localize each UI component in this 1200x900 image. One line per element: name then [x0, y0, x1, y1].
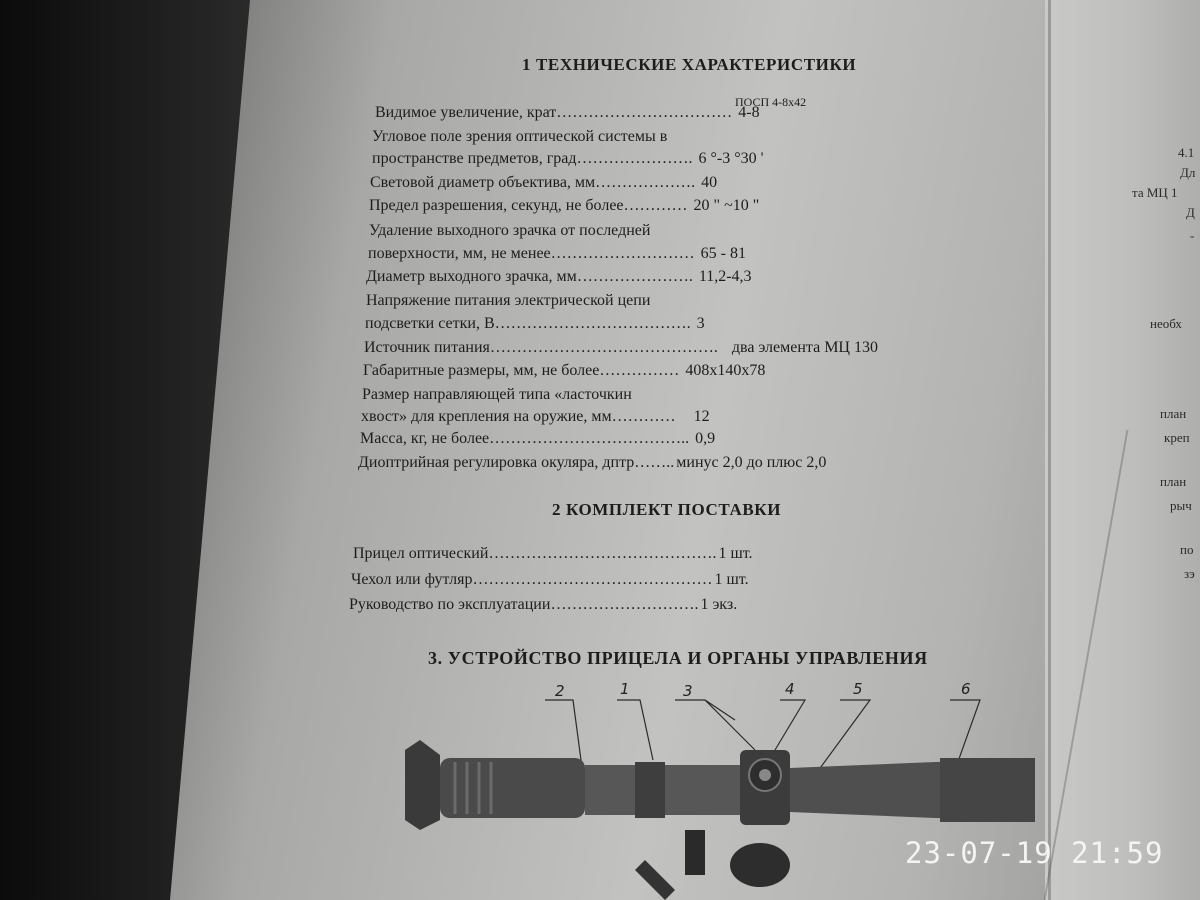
spec-dots: …….. — [634, 454, 675, 471]
mount-bracket — [685, 830, 705, 875]
kit-value: 1 шт. — [714, 571, 749, 588]
kit-row — [351, 571, 749, 589]
spec-label: Габаритные размеры, мм, не более — [363, 362, 600, 379]
right-page-fragment: план — [1160, 406, 1187, 421]
spec-row — [369, 222, 650, 240]
spec-dots: ………… — [623, 197, 688, 214]
spec-row — [364, 339, 878, 357]
spec-label: подсветки сетки, В — [365, 315, 495, 332]
spec-label: Размер направляющей типа «ласточкин — [362, 386, 632, 403]
right-page-fragment: план — [1160, 474, 1187, 489]
right-page-fragment: Дл — [1180, 165, 1196, 180]
spec-label: Предел разрешения, секунд, не более — [369, 197, 624, 214]
section-1-title: 1 ТЕХНИЧЕСКИЕ ХАРАКТЕРИСТИКИ — [522, 55, 857, 74]
objective-bell — [940, 758, 1035, 822]
spec-label: пространстве предметов, град — [372, 150, 577, 167]
spec-dots: ………………………………. — [494, 315, 691, 332]
spec-row — [370, 174, 717, 192]
spec-row — [360, 430, 715, 448]
spec-row — [372, 150, 764, 168]
right-page-fragment: рыч — [1170, 498, 1192, 513]
callout-number: 6 — [961, 680, 971, 698]
spec-row — [366, 292, 650, 310]
spec-label: Напряжение питания электрической цепи — [366, 292, 651, 309]
spec-dots: ……………………………….. — [489, 430, 690, 447]
spec-row — [365, 315, 705, 333]
spec-dots: ………………. — [595, 174, 696, 191]
spec-row — [362, 386, 632, 404]
right-page-fragment: та МЦ 1 — [1132, 185, 1178, 200]
spec-row — [361, 408, 710, 426]
eyepiece-tube — [440, 758, 585, 818]
right-page-fragment: 4.1 — [1178, 145, 1195, 160]
right-page-fragment: креп — [1164, 430, 1190, 445]
spec-label: поверхности, мм, не менее — [368, 245, 551, 262]
spec-row — [375, 104, 760, 122]
spec-label: Диаметр выходного зрачка, мм — [366, 268, 577, 285]
spec-label: Световой диаметр объектива, мм — [370, 174, 596, 191]
kit-value: 1 шт. — [718, 545, 753, 562]
kit-dots: ………………………. — [550, 596, 699, 613]
kit-label: Прицел оптический — [353, 545, 489, 562]
spec-label: Угловое поле зрения оптической системы в — [372, 128, 668, 145]
spec-dots: ……………………… — [550, 245, 695, 262]
spec-value: 408х140х78 — [685, 362, 766, 379]
right-page-fragment: Д — [1186, 205, 1195, 220]
spec-value: 12 — [693, 408, 710, 425]
callout-number: 5 — [853, 680, 863, 698]
callout-number: 2 — [555, 682, 565, 700]
callout-number: 1 — [620, 680, 630, 698]
spec-label: хвост» для крепления на оружие, мм — [361, 408, 612, 425]
kit-label: Руководство по эксплуатации — [349, 596, 551, 613]
spec-label: Видимое увеличение, крат — [375, 104, 557, 121]
callout-leader-5 — [815, 700, 870, 775]
right-page-fragment: необх — [1150, 316, 1182, 331]
spec-label: Диоптрийная регулировка окуляра, дптр — [358, 454, 635, 471]
spec-dots: …………………. — [576, 268, 693, 285]
right-page-fragment: - — [1190, 228, 1195, 243]
spec-value: 11,2-4,3 — [698, 268, 752, 285]
right-page-fragment: зэ — [1184, 566, 1195, 581]
callout-number: 4 — [785, 680, 795, 698]
callout-leader-4 — [775, 700, 805, 750]
spec-row — [363, 362, 765, 380]
mount-lever — [635, 860, 675, 900]
spec-label: Источник питания — [364, 339, 490, 356]
spec-label: Удаление выходного зрачка от последней — [369, 222, 651, 239]
spec-value: 4-8 — [738, 104, 760, 121]
spec-value: 6 °-3 °30 ' — [698, 150, 764, 167]
spec-value: минус 2,0 до плюс 2,0 — [676, 454, 827, 471]
spec-row — [358, 454, 826, 472]
kit-dots: ……………………………………… — [472, 571, 713, 588]
section-3-title: 3. УСТРОЙСТВО ПРИЦЕЛА И ОРГАНЫ УПРАВЛЕНИЯ — [428, 648, 928, 668]
spec-value: 3 — [696, 315, 705, 332]
section-2-title: 2 КОМПЛЕКТ ПОСТАВКИ — [552, 500, 782, 519]
spec-row — [368, 245, 746, 263]
scope-body — [405, 740, 1035, 900]
spec-value: два элемента МЦ 130 — [731, 339, 878, 356]
callout-leader-1 — [617, 700, 653, 760]
spec-dots: ………… — [611, 408, 676, 425]
knob-center — [759, 769, 771, 781]
spec-row — [366, 268, 752, 286]
model-label: ПОСП 4-8х42 — [735, 95, 807, 109]
kit-value: 1 экз. — [700, 596, 738, 613]
spec-row — [369, 197, 759, 215]
mount-clamp — [730, 843, 790, 887]
kit-row — [353, 545, 753, 563]
spec-row — [372, 128, 667, 146]
kit-dots: ……………………………………. — [488, 545, 717, 562]
spec-value: 40 — [701, 174, 718, 191]
spec-value: 65 - 81 — [700, 245, 746, 262]
callout-number: 3 — [683, 682, 693, 700]
callout-leader-3 — [675, 700, 755, 750]
diopter-ring — [635, 762, 665, 818]
eyecup — [405, 740, 440, 830]
scope-tube — [585, 765, 765, 815]
kit-row — [349, 596, 737, 614]
spec-dots: …………………. — [576, 150, 693, 167]
callout-leader-3b — [705, 700, 735, 720]
spec-value: 20 " ~10 " — [693, 197, 760, 214]
spec-dots: …………… — [599, 362, 680, 379]
spec-label: Масса, кг, не более — [360, 430, 490, 447]
right-page-fragment: по — [1180, 542, 1194, 557]
spec-value: 0,9 — [695, 430, 716, 447]
spec-dots: …………………………… — [556, 104, 733, 121]
kit-label: Чехол или футляр — [351, 571, 473, 588]
spec-dots: ……………………………………. — [489, 339, 718, 356]
camera-timestamp: 23-07-19 21:59 — [905, 836, 1164, 870]
